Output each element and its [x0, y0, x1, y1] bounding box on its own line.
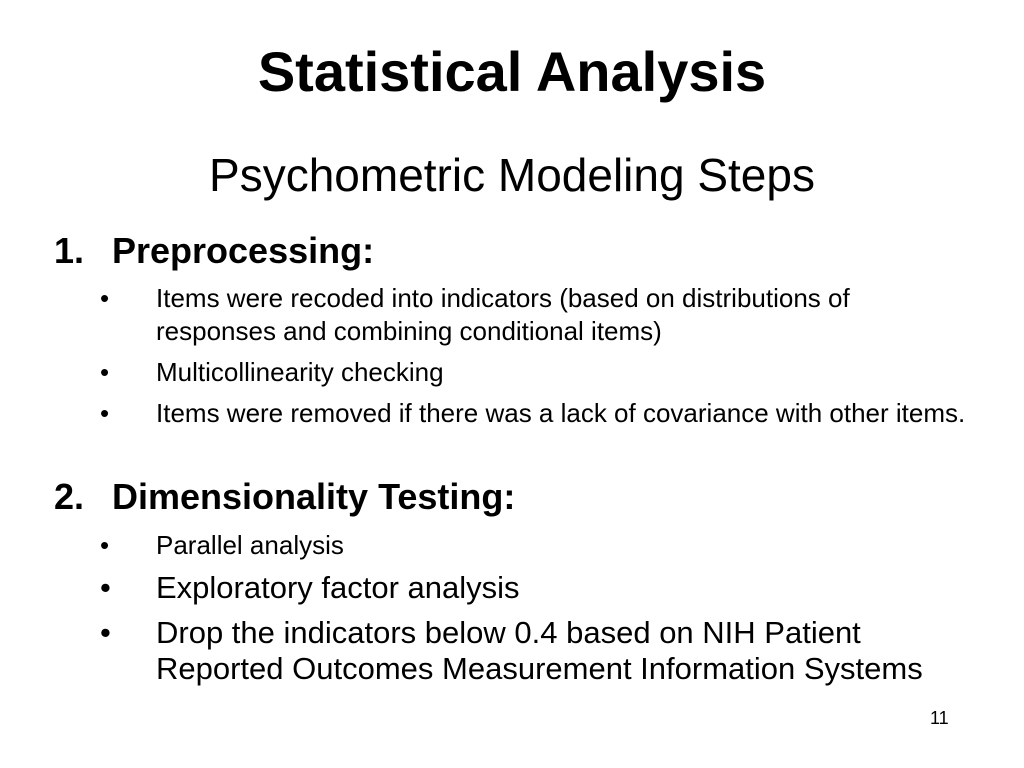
slide-title: Statistical Analysis	[257, 40, 767, 103]
bullet-marker: •	[100, 398, 110, 428]
bullet-text: Drop the indicators below 0.4 based on NIH Patient Reported Outcomes Measurement Information Systems	[156, 615, 923, 686]
bullet-text: Exploratory factor analysis	[156, 570, 520, 605]
slide-subtitle: Psychometric Modeling Steps	[209, 149, 815, 201]
section-heading-preprocessing	[54, 230, 374, 272]
bullet-marker: •	[100, 530, 110, 560]
section-heading-text: Preprocessing:	[112, 230, 375, 271]
bullet-marker: •	[100, 615, 111, 650]
section-heading-text: Dimensionality Testing:	[112, 476, 516, 517]
section-number: 2.	[54, 476, 85, 517]
bullet-marker: •	[100, 283, 110, 313]
bullet-marker: •	[100, 570, 111, 605]
bullet-text: Items were recoded into indicators (based on distributions of responses and combining conditional items)	[156, 283, 850, 346]
bullet-text: Multicollinearity checking	[156, 357, 444, 387]
section-heading-dimensionality-testing	[54, 476, 515, 518]
bullet-marker: •	[100, 357, 110, 387]
bullet-text: Items were removed if there was a lack of covariance with other items.	[156, 398, 966, 428]
bullet-text: Parallel analysis	[156, 530, 344, 560]
section-number: 1.	[54, 230, 85, 271]
page-number: 11	[930, 708, 949, 728]
